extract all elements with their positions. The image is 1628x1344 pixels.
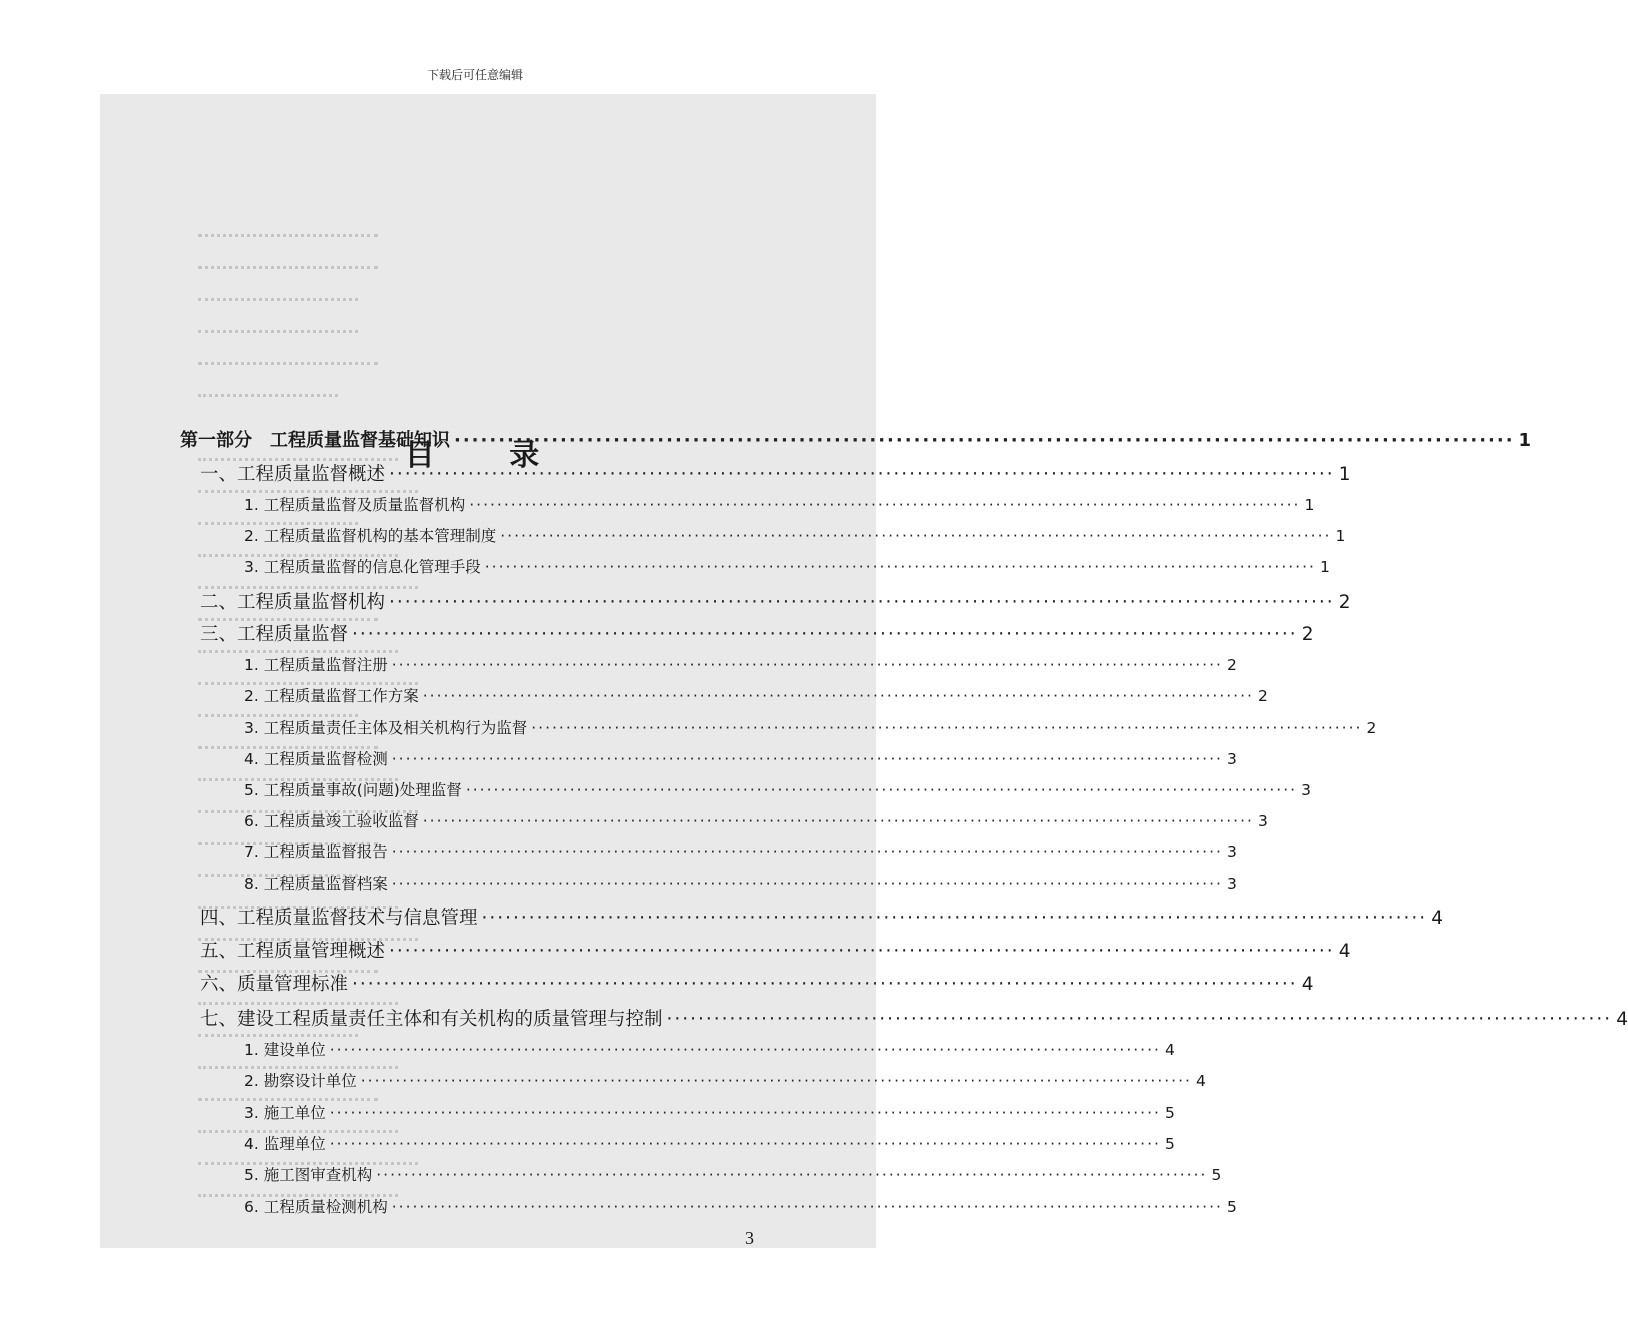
toc-entry-label: 六、质量管理标准 xyxy=(200,974,349,995)
toc-entry xyxy=(200,588,1351,614)
toc-entry-label: 3. 工程质量责任主体及相关机构行为监督 xyxy=(244,719,528,737)
dot-leader: ························································································································ xyxy=(360,1072,1192,1090)
dot-leader: ························································································································ xyxy=(391,656,1223,674)
toc-entry-label: 七、建设工程质量责任主体和有关机构的质量管理与控制 xyxy=(200,1009,663,1030)
toc-entry xyxy=(200,460,1351,486)
toc-entry-page: 2 xyxy=(1301,624,1314,645)
toc-entry xyxy=(200,937,1351,963)
dot-leader: ························································································································ xyxy=(454,430,1515,451)
toc-entry-label: 4. 监理单位 xyxy=(244,1135,326,1153)
toc-entry-page: 2 xyxy=(1257,687,1268,705)
toc-entry-page: 1 xyxy=(1338,464,1351,485)
toc-entry xyxy=(244,1069,1206,1091)
toc-entry-label: 3. 施工单位 xyxy=(244,1104,326,1122)
toc-entry xyxy=(244,778,1311,800)
toc-entry-page: 4 xyxy=(1195,1072,1206,1090)
toc-entry xyxy=(244,872,1237,894)
dot-leader: ························································································································ xyxy=(329,1041,1161,1059)
toc-entry xyxy=(180,426,1532,452)
toc-entry-page: 1 xyxy=(1304,496,1315,514)
toc-entry-label: 一、工程质量监督概述 xyxy=(200,464,386,485)
toc-entry xyxy=(244,1038,1175,1060)
dot-leader: ························································································································ xyxy=(666,1009,1613,1030)
dot-leader: ························································································································ xyxy=(329,1104,1161,1122)
toc-entry xyxy=(244,747,1237,769)
toc-entry-page: 4 xyxy=(1301,974,1314,995)
toc-entry xyxy=(244,809,1268,831)
toc-entry-label: 4. 工程质量监督检测 xyxy=(244,750,388,768)
dot-leader: ························································································································ xyxy=(391,875,1223,893)
toc-entry xyxy=(244,653,1237,675)
page-number: 3 xyxy=(745,1228,754,1248)
dot-leader: ························································································································ xyxy=(422,812,1254,830)
dot-leader: ························································································································ xyxy=(422,687,1254,705)
toc-entry xyxy=(200,1005,1628,1031)
toc-entry-label: 四、工程质量监督技术与信息管理 xyxy=(200,908,478,929)
dot-leader: ························································································································ xyxy=(481,908,1428,929)
toc-entry-page: 3 xyxy=(1226,843,1237,861)
dot-leader: ························································································································ xyxy=(391,1198,1223,1216)
toc-entry-page: 3 xyxy=(1301,781,1311,799)
toc-entry-page: 5 xyxy=(1164,1104,1175,1122)
toc-entry-page: 5 xyxy=(1211,1166,1222,1184)
toc-entry-label: 1. 工程质量监督注册 xyxy=(244,656,388,674)
toc-entry-label: 五、工程质量管理概述 xyxy=(200,941,386,962)
toc-entry xyxy=(244,1195,1237,1217)
toc-entry-page: 3 xyxy=(1257,812,1268,830)
toc-entry-label: 5. 施工图审查机构 xyxy=(244,1166,373,1184)
dot-leader: ························································································································ xyxy=(329,1135,1161,1153)
header-note: 下载后可任意编辑 xyxy=(426,68,523,82)
toc-entry-page: 3 xyxy=(1226,875,1237,893)
toc-entry xyxy=(244,684,1268,706)
toc-entry-page: 2 xyxy=(1366,719,1377,737)
toc-entry-page: 1 xyxy=(1319,558,1330,576)
toc-entry-label: 6. 工程质量竣工验收监督 xyxy=(244,812,419,830)
toc-entry-page: 2 xyxy=(1338,592,1351,613)
toc-entry-page: 4 xyxy=(1431,908,1443,929)
toc-entry-label: 第一部分 工程质量监督基础知识 xyxy=(180,430,450,451)
toc-entry xyxy=(244,1132,1175,1154)
toc-entry-label: 8. 工程质量监督档案 xyxy=(244,875,388,893)
dot-leader: ························································································································ xyxy=(352,974,1298,995)
toc-entry-page: 4 xyxy=(1338,941,1351,962)
toc-entry-page: 1 xyxy=(1335,527,1346,545)
toc-entry-label: 二、工程质量监督机构 xyxy=(200,592,386,613)
dot-leader: ························································································································ xyxy=(391,750,1223,768)
dot-leader: ························································································································ xyxy=(391,843,1223,861)
toc-entry xyxy=(244,524,1346,546)
toc-entry-page: 5 xyxy=(1226,1198,1237,1216)
toc-entry-page: 4 xyxy=(1164,1041,1175,1059)
dot-leader: ························································································································ xyxy=(531,719,1363,737)
dot-leader: ························································································································ xyxy=(389,464,1335,485)
toc-entry-label: 3. 工程质量监督的信息化管理手段 xyxy=(244,558,481,576)
toc-entry-label: 1. 建设单位 xyxy=(244,1041,326,1059)
toc-entry xyxy=(244,1101,1175,1123)
toc-entry-label: 2. 工程质量监督工作方案 xyxy=(244,687,419,705)
toc-entry-label: 5. 工程质量事故(问题)处理监督 xyxy=(244,781,462,799)
toc-entry-page: 3 xyxy=(1226,750,1237,768)
toc-entry xyxy=(244,493,1315,515)
dot-leader: ························································································································ xyxy=(484,558,1316,576)
page-title: 目 录 xyxy=(404,438,572,473)
dot-leader: ························································································································ xyxy=(352,624,1298,645)
toc-entry-label: 三、工程质量监督 xyxy=(200,624,349,645)
toc-entry-label: 2. 工程质量监督机构的基本管理制度 xyxy=(244,527,497,545)
toc-entry xyxy=(200,970,1314,996)
toc-entry xyxy=(200,620,1314,646)
dot-leader: ························································································································ xyxy=(469,496,1301,514)
dot-leader: ························································································································ xyxy=(376,1166,1208,1184)
toc-entry-label: 1. 工程质量监督及质量监督机构 xyxy=(244,496,466,514)
dot-leader: ························································································································ xyxy=(465,781,1298,799)
toc-entry-label: 2. 勘察设计单位 xyxy=(244,1072,357,1090)
toc-entry-page: 2 xyxy=(1226,656,1237,674)
dot-leader: ························································································································ xyxy=(389,592,1335,613)
toc-entry-page: 4 xyxy=(1616,1009,1628,1030)
toc-entry-label: 6. 工程质量检测机构 xyxy=(244,1198,388,1216)
toc-entry-page: 1 xyxy=(1518,430,1532,451)
toc-entry xyxy=(244,716,1377,738)
toc-entry xyxy=(244,1163,1222,1185)
toc-entry-page: 5 xyxy=(1164,1135,1175,1153)
dot-leader: ························································································································ xyxy=(389,941,1335,962)
toc-entry xyxy=(244,840,1237,862)
dot-leader: ························································································································ xyxy=(500,527,1332,545)
toc-entry xyxy=(244,555,1330,577)
toc-entry xyxy=(200,904,1443,930)
toc-entry-label: 7. 工程质量监督报告 xyxy=(244,843,388,861)
